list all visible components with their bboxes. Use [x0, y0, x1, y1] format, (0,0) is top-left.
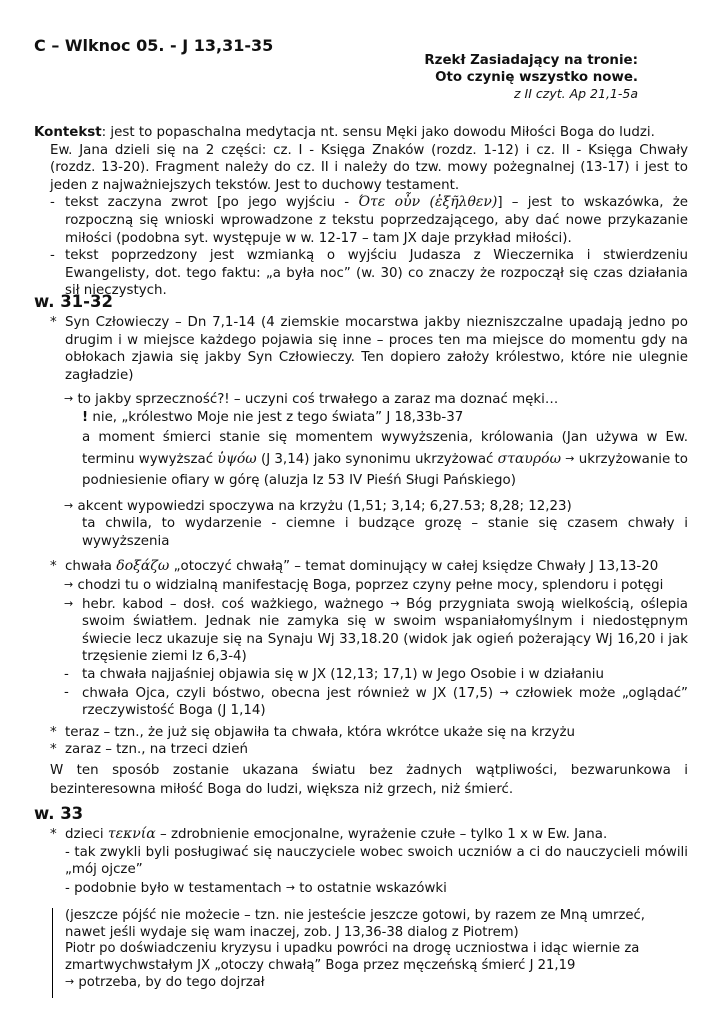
item-text: a moment śmierci stanie się momentem wywyższenia, królowania (Jan używa w Ew. terminu wywyższać — [82, 429, 688, 467]
context-bullet — [50, 247, 688, 300]
dash-marker: - — [50, 195, 55, 211]
item-text: – zdrobnienie emocjonalne, wyrażenie czułe – tylko 1 x w Ew. Jana. — [155, 827, 608, 842]
item-text: chodzi tu o widzialną manifestację Boga, poprzez czyny pełne mocy, splendoru i potęgi — [77, 577, 664, 593]
section-31-32 — [34, 314, 688, 799]
motto — [424, 52, 638, 86]
motto-line: Oto czynię wszystko nowe. — [435, 70, 638, 85]
star-item — [50, 558, 688, 576]
dash-marker: - — [64, 666, 69, 682]
page-title: C – Wlknoc 05. - J 13,31-35 — [34, 36, 274, 55]
item-text: nie, „królestwo Moje nie jest z tego świata” J 18,33b-37 — [88, 409, 464, 425]
item-text: ta chwała najjaśniej objawia się w JX (12,13; 17,1) w Jego Osobie i w działaniu — [82, 666, 604, 682]
context-section — [34, 124, 688, 300]
arrow-icon: → — [390, 596, 400, 610]
item-text: hebr. kabod – dosł. coś ważkiego, ważnego — [82, 596, 391, 612]
section-heading: w. 33 — [34, 804, 84, 823]
arrow-continuation — [64, 427, 688, 491]
context-text: : jest to popaschalna medytacja nt. sensu Męki jako dowodu Miłości Boga do ludzi. — [101, 125, 655, 140]
dash-line: - tak zwykli byli posługiwać się nauczyciele wobec swoich uczniów a ci do nauczycieli mówili „mój ojcze” — [65, 844, 688, 878]
arrow-block — [64, 390, 688, 550]
item-text: chwała Ojca, czyli bóstwo, obecna jest również w JX (17,5) — [82, 685, 500, 701]
arrow-block — [64, 576, 688, 720]
motto-source: z II czyt. Ap 21,1-5a — [514, 86, 638, 101]
arrow-icon: → — [64, 392, 74, 406]
motto-line: Rzekł Zasiadający na tronie: — [424, 53, 638, 68]
item-text: Syn Człowieczy – Dn 7,1-14 (4 ziemskie mocarstwa jakby niezniszczalne upadają jedno po drugim i w miejsce każdego pojawia się inne – proces ten ma miejsce do momentu gdy na obłokach zjawia się jakby Syn Człowieczy. Ten dopiero założy królestwo, które nie ulegnie zagładzie) — [65, 315, 688, 383]
context-intro — [34, 124, 688, 142]
item-text: Bóg przygniata swoją wielkością, oślepia swoim światłem. Jednak nie zamyka się w swoim wspaniałomyślnym i niedostępnym świecie lecz ukazuje się na Synaju Wj 33,18.20 (widok jak ogień pożerający Wj 16,20 i jak trzęsienie ziemi Iz 6,3-4) — [82, 596, 688, 665]
arrow-icon: → — [499, 685, 509, 699]
section-33 — [34, 826, 688, 897]
context-bullet — [50, 194, 688, 247]
dash-marker: - — [64, 684, 69, 700]
arrow-icon: → — [65, 975, 75, 988]
exclamation: ! — [82, 409, 89, 425]
note-text: (jeszcze pójść nie możecie – tzn. nie jesteście jeszcze gotowi, by razem ze Mną umrzeć, nawet jeśli wydaje się wam inaczej, zob. J 13,36-38 dialog z Piotrem) — [65, 908, 645, 940]
context-paragraph: Ew. Jana dzieli się na 2 części: cz. I - Księga Znaków (rozdz. 1-12) i cz. II - Księga Chwały (rozdz. 13-20). Fragment należy do cz. II i należy do tzw. mowy pożegnalnej (13-17) i jest to jeden z najważniejszych tekstów. Jest to duchowy testament. — [50, 142, 688, 193]
arrow-line — [64, 390, 688, 409]
note-text — [65, 974, 679, 992]
arrow-line — [64, 497, 688, 516]
arrow-icon: → — [285, 880, 296, 894]
item-text: „otoczyć chwałą” – temat dominujący w całej księdze Chwały J 13,13-20 — [169, 559, 659, 575]
greek-term: τεκνία — [107, 826, 156, 842]
star-item — [50, 741, 688, 759]
summary-paragraph: W ten sposób zostanie ukazana światu bez żadnych wątpliwości, bezwarunkowa i bezinteresowna miłość Boga do ludzi, większa niż grzech, niż śmierć. — [50, 762, 688, 797]
item-text: teraz – tzn., że już się objawiła ta chwała, która wkrótce ukaże się na krzyżu — [65, 724, 575, 740]
dash-marker: - — [50, 248, 55, 264]
greek-term: ὑψόω — [217, 450, 257, 467]
item-text: dzieci — [65, 827, 108, 842]
arrow-icon: → — [64, 577, 74, 591]
greek-term: Ότε οὖν (ἐξῆλθεν) — [358, 194, 498, 211]
bullet-text: tekst poprzedzony jest wzmianką o wyjściu Judasza z Wieczernika i stwierdzeniu Ewangelisty, dot. tego faktu: „a była noc” (w. 30) co znaczy że rozpoczął się czas działania sił nieczystych. — [65, 248, 688, 299]
item-text: człowiek może „oglądać” rzeczywistość Boga (J 1,14) — [82, 685, 688, 719]
arrow-line — [64, 576, 688, 595]
dash-line — [64, 684, 688, 720]
item-text: to ostatnie wskazówki — [295, 880, 447, 896]
arrow-line — [64, 595, 688, 666]
bullet-text: tekst zaczyna zwrot [po jego wyjściu - — [65, 195, 359, 211]
section-heading: w. 31-32 — [34, 292, 113, 311]
item-text: to jakby sprzeczność?! – uczyni coś trwałego a zaraz ma doznać męki… — [77, 392, 559, 408]
item-text: akcent wypowiedzi spoczywa na krzyżu (1,51; 3,14; 6,27.53; 8,28; 12,23) — [77, 498, 572, 514]
context-label: Kontekst — [34, 125, 102, 140]
bullet-text: ] – jest to wskazówka, że rozpoczną się wnioski wprowadzone z tekstu poprzedzającego, aby dać nowe przykazanie miłości (podobna syt. występuje w w. 12-17 – tam JX daje przykład miłości). — [65, 195, 689, 246]
dash-line — [65, 879, 688, 898]
arrow-icon: → — [64, 596, 74, 610]
star-item — [50, 826, 688, 844]
item-text: (J 3,14) jako synonimu ukrzyżować — [256, 451, 498, 467]
star-item — [50, 314, 688, 384]
item-text: - podobnie było w testamentach — [65, 880, 286, 896]
greek-term: σταυρόω — [497, 450, 561, 467]
item-text: potrzeba, by do tego dojrzał — [74, 975, 265, 990]
star-marker: * — [50, 559, 57, 575]
note-box — [52, 908, 679, 998]
star-marker: * — [50, 827, 57, 842]
star-marker: * — [50, 724, 57, 740]
star-marker: * — [50, 742, 57, 758]
item-text: zaraz – tzn., na trzeci dzień — [65, 742, 249, 758]
arrow-continuation — [64, 409, 688, 427]
dash-line — [64, 666, 688, 684]
arrow-icon: → — [64, 498, 74, 512]
note-text: Piotr po doświadczeniu kryzysu i upadku powróci na drogę uczniostwa i idąc wiernie za zmartwychwstałym JX „otoczy chwałą” Boga przez męczeńską śmierć J 21,19 — [65, 941, 640, 973]
star-item — [50, 724, 688, 742]
item-text: ukrzyżowanie to podniesienie ofiary w górę (aluzja Iz 53 IV Pieśń Sługi Pańskiego) — [82, 451, 688, 488]
arrow-continuation: ta chwila, to wydarzenie - ciemne i budzące grozę – stanie się czasem chwały i wywyższenia — [82, 516, 688, 549]
item-text: chwała — [65, 559, 117, 575]
star-marker: * — [50, 315, 57, 330]
greek-term: δοξάζω — [116, 558, 170, 575]
arrow-icon: → — [565, 451, 575, 465]
